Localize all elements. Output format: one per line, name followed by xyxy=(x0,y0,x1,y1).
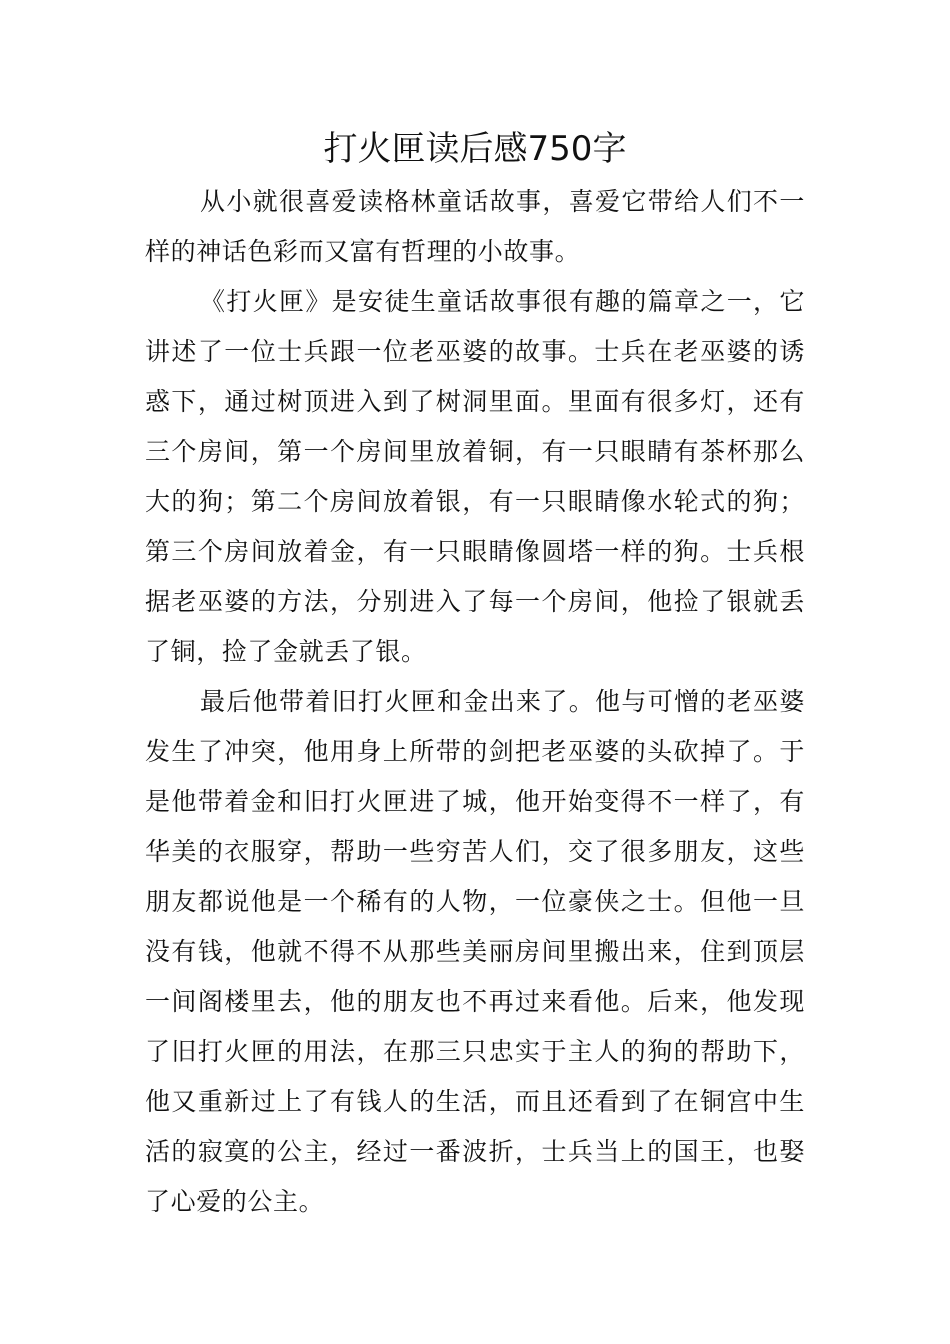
document-title: 打火匣读后感750字 xyxy=(323,129,627,169)
paragraph-3: 最后他带着旧打火匣和金出来了。他与可憎的老巫婆发生了冲突，他用身上所带的剑把老巫婆的头砍掉了。于是他带着金和旧打火匣进了城，他开始变得不一样了，有华美的衣服穿，帮助一些穷苦人们，交了很多朋友，这些朋友都说他是一个稀有的人物，一位豪侠之士。但他一旦没有钱，他就不得不从那些美丽房间里搬出来，住到顶层一间阁楼里去，他的朋友也不再过来看他。后来，他发现了旧打火匣的用法，在那三只忠实于主人的狗的帮助下，他又重新过上了有钱人的生活，而且还看到了在铜宫中生活的寂寞的公主，经过一番波折，士兵当上的国王，也娶了心爱的公主。 xyxy=(145,687,805,1216)
paragraph-2: 《打火匣》是安徒生童话故事很有趣的篇章之一，它讲述了一位士兵跟一位老巫婆的故事。士兵在老巫婆的诱惑下，通过树顶进入到了树洞里面。里面有很多灯，还有三个房间，第一个房间里放着铜，有一只眼睛有茶杯那么大的狗；第二个房间放着银，有一只眼睛像水轮式的狗；第三个房间放着金，有一只眼睛像圆塔一样的狗。士兵根据老巫婆的方法，分别进入了每一个房间，他捡了银就丢了铜，捡了金就丢了银。 xyxy=(145,287,805,666)
paragraph-1: 从小就很喜爱读格林童话故事，喜爱它带给人们不一样的神话色彩而又富有哲理的小故事。 xyxy=(145,187,805,266)
document-body xyxy=(145,177,805,1227)
